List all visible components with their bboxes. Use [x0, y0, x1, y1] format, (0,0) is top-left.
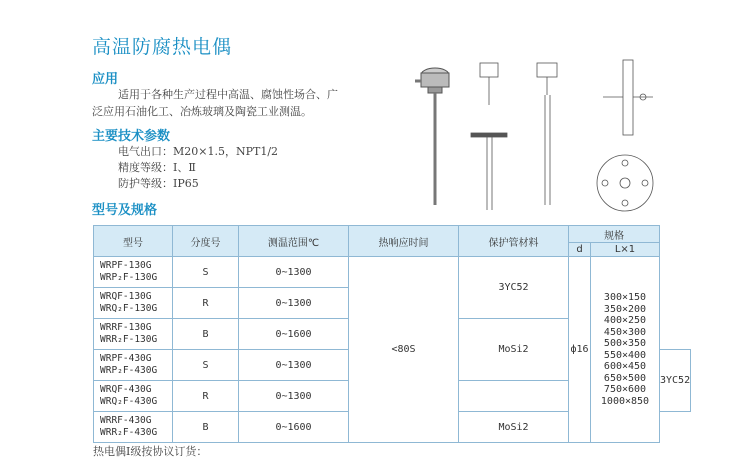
- length-item: 550×400: [603, 349, 647, 361]
- division-cell: R: [173, 288, 239, 319]
- application-line-2: 泛应用石油化工、冶炼玻璃及陶瓷工业测温。: [92, 105, 312, 118]
- range-cell: 0~1300: [239, 257, 349, 288]
- header-response: 热响应时间: [349, 226, 459, 257]
- division-cell: B: [173, 319, 239, 350]
- flange-probe-drawing-icon: [471, 63, 507, 210]
- range-cell: 0~1300: [239, 381, 349, 412]
- param-electric-outlet: 电气出口：M20×1.5，NPT1/2: [118, 145, 279, 158]
- model-code: WRRF-130G: [100, 322, 152, 333]
- division-cell: S: [173, 257, 239, 288]
- header-d: d: [569, 243, 591, 257]
- model-code: WRQ₂F-130G: [100, 303, 158, 314]
- footer-note: 热电偶Ⅰ级按协议订货：: [93, 445, 208, 458]
- header-range: 测温范围℃: [239, 226, 349, 257]
- material-cell: 3YC52: [459, 257, 569, 319]
- range-cell: 0~1300: [239, 350, 349, 381]
- model-cell: [94, 319, 173, 350]
- model-code: WRR₂F-130G: [100, 334, 158, 345]
- division-cell: R: [173, 381, 239, 412]
- range-cell: 0~1600: [239, 412, 349, 443]
- length-item: 600×450: [603, 361, 647, 372]
- length-item: 1000×850: [600, 395, 650, 407]
- model-code: WRQF-130G: [100, 291, 152, 302]
- page-title: 高温防腐热电偶: [92, 36, 233, 58]
- material-cell: MoSi2: [459, 412, 569, 443]
- model-cell: [94, 257, 173, 288]
- response-cell: <80S: [349, 257, 459, 443]
- model-code: WRQ₂F-430G: [100, 396, 158, 407]
- length-item: 450×300: [603, 326, 647, 338]
- flange-top-view-icon: [597, 155, 653, 211]
- thermocouple-drawings: [395, 55, 670, 215]
- flange-side-drawing-icon: [603, 60, 653, 135]
- model-code: WRP₂F-430G: [100, 365, 158, 376]
- length-item: 300×150: [603, 292, 647, 303]
- length-item: 500×350: [603, 338, 647, 349]
- range-cell: 0~1600: [239, 319, 349, 350]
- model-code: WRPF-430G: [100, 353, 152, 364]
- header-division: 分度号: [173, 226, 239, 257]
- model-code: WRP₂F-130G: [100, 272, 158, 283]
- application-line-1: 适用于各种生产过程中高温、腐蚀性场合、广: [118, 88, 338, 101]
- param-accuracy: 精度等级：Ⅰ、Ⅱ: [118, 161, 196, 174]
- length-item: 650×500: [603, 372, 647, 384]
- probe-side-drawing-icon: [537, 63, 557, 205]
- header-material: 保护管材料: [459, 226, 569, 257]
- length-item: 350×200: [603, 303, 647, 315]
- d-cell: ф16: [569, 257, 591, 443]
- model-spec-table: [93, 225, 691, 443]
- model-code: WRRF-430G: [100, 415, 152, 426]
- model-cell: [94, 381, 173, 412]
- model-code: WRPF-130G: [100, 260, 152, 271]
- length-item: 400×250: [603, 315, 647, 326]
- header-lx1: L×1: [591, 243, 660, 257]
- model-code: WRR₂F-430G: [100, 427, 158, 438]
- division-cell: S: [173, 350, 239, 381]
- param-protection: 防护等级：IP65: [118, 177, 199, 190]
- model-cell: [94, 288, 173, 319]
- model-cell: [94, 412, 173, 443]
- division-cell: B: [173, 412, 239, 443]
- table-row: [94, 257, 691, 288]
- header-model: 型号: [94, 226, 173, 257]
- range-cell: 0~1300: [239, 288, 349, 319]
- length-item: 750×600: [603, 384, 647, 395]
- header-spec: 规格: [569, 226, 660, 243]
- length-list: [591, 257, 660, 443]
- material-cell: 3YC52: [660, 350, 691, 412]
- model-code: WRQF-430G: [100, 384, 152, 395]
- model-cell: [94, 350, 173, 381]
- models-heading: 型号及规格: [92, 203, 158, 218]
- material-cell: MoSi2: [459, 319, 569, 381]
- thermocouple-photo-icon: [415, 68, 449, 205]
- application-heading: 应用: [92, 72, 119, 87]
- params-heading: 主要技术参数: [92, 129, 171, 144]
